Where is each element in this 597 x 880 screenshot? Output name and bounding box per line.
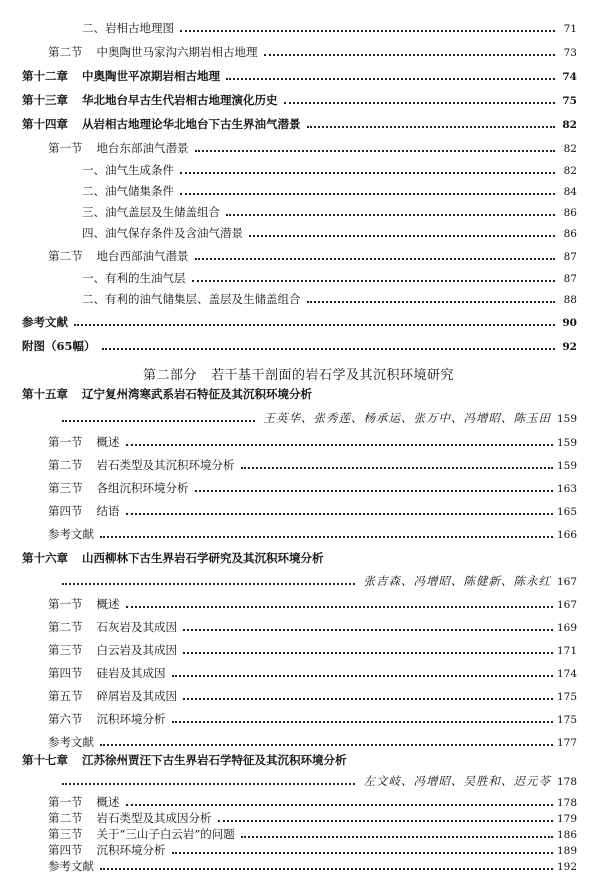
toc-entry — [48, 858, 577, 875]
entry-number: 第一节 — [48, 435, 83, 449]
entry-page: 86 — [563, 228, 577, 240]
chapter-number: 第十四章 — [22, 117, 68, 131]
dot-leader — [195, 150, 556, 152]
dot-leader — [307, 301, 556, 303]
chapter-number: 第十二章 — [22, 69, 68, 83]
toc-entry — [48, 503, 577, 520]
entry-number: 第六节 — [48, 712, 83, 726]
entry-page: 169 — [556, 622, 577, 634]
toc-chapter — [22, 92, 577, 109]
entry-title: 沉积环境分析 — [96, 712, 166, 726]
chapter-number: 第十六章 — [22, 551, 68, 565]
entry-page: 75 — [562, 95, 577, 107]
entry-title: 二、岩相古地理图 — [82, 21, 174, 35]
toc-entry — [82, 291, 577, 308]
entry-title: 一、有利的生油气层 — [82, 271, 186, 285]
entry-number: 第二节 — [48, 249, 83, 263]
entry-title: 三、油气盖层及生储盖组合 — [82, 205, 220, 219]
entry-title: 概述 — [96, 597, 120, 611]
entry-page: 167 — [556, 599, 577, 611]
entry-number: 第三节 — [48, 643, 83, 657]
part-label: 第二部分 — [143, 368, 198, 383]
entry-page: 179 — [556, 813, 577, 825]
toc-entry — [48, 665, 577, 682]
toc-entry — [48, 734, 577, 751]
toc-entry — [48, 434, 577, 451]
entry-number: 第一节 — [48, 795, 83, 809]
entry-page: 177 — [556, 737, 577, 749]
toc-entry — [48, 457, 577, 474]
dot-leader — [172, 852, 553, 854]
dot-leader — [100, 868, 553, 870]
chapter-title: 从岩相古地理论华北地台下古生界油气潜景 — [82, 117, 301, 131]
entry-title: 概述 — [96, 795, 120, 809]
entry-number: 第五节 — [48, 689, 83, 703]
chapter-authors-row — [62, 410, 577, 427]
toc-entry — [82, 225, 577, 242]
entry-number: 第二节 — [48, 620, 83, 634]
toc-entry — [48, 619, 577, 636]
entry-title: 二、油气储集条件 — [82, 184, 174, 198]
entry-number: 第二节 — [48, 458, 83, 472]
dot-leader — [264, 54, 556, 56]
chapter-authors: 王英华、张秀莲、杨承运、张万中、冯增昭、陈玉田 — [263, 411, 551, 425]
part-heading — [0, 364, 597, 383]
entry-page: 88 — [563, 294, 577, 306]
dot-leader — [126, 444, 553, 446]
entry-page: 163 — [556, 483, 577, 495]
entry-title: 关于“三山子白云岩”的问题 — [96, 827, 235, 841]
toc-entry — [48, 480, 577, 497]
dot-leader — [307, 126, 556, 128]
toc-chapter — [22, 116, 577, 133]
toc-entry — [48, 826, 577, 843]
toc-chapter — [22, 752, 347, 768]
toc-entry — [48, 642, 577, 659]
entry-title: 各组沉积环境分析 — [96, 481, 189, 495]
toc-entry — [82, 20, 577, 37]
entry-title: 二、有利的油气储集层、盖层及生储盖组合 — [82, 292, 301, 306]
toc-entry — [48, 711, 577, 728]
toc-references — [22, 314, 577, 331]
toc-entry — [82, 183, 577, 200]
dot-leader — [183, 629, 553, 631]
entry-page: 178 — [556, 797, 577, 809]
toc-entry — [48, 810, 577, 827]
entry-page: 167 — [556, 576, 577, 588]
dot-leader — [180, 30, 555, 32]
entry-title: 岩石类型及其沉积环境分析 — [96, 458, 235, 472]
entry-title: 概述 — [96, 435, 120, 449]
chapter-number: 第十五章 — [22, 387, 68, 401]
toc-entry — [48, 44, 577, 61]
dot-leader — [62, 783, 355, 785]
entry-page: 189 — [556, 845, 577, 857]
dot-leader — [195, 490, 553, 492]
entry-page: 90 — [562, 317, 577, 329]
entry-page: 87 — [563, 251, 577, 263]
toc-entry — [82, 162, 577, 179]
dot-leader — [218, 820, 553, 822]
entry-title: 参考文献 — [22, 315, 68, 329]
entry-page: 178 — [556, 776, 577, 788]
chapter-title: 华北地台早古生代岩相古地理演化历史 — [82, 93, 278, 107]
chapter-title: 山西柳林下古生界岩石学研究及其沉积环境分析 — [82, 551, 324, 565]
toc-chapter — [22, 550, 324, 566]
dot-leader — [62, 583, 355, 585]
entry-page: 82 — [563, 165, 577, 177]
entry-title: 参考文献 — [48, 859, 94, 873]
entry-page: 192 — [556, 861, 577, 873]
dot-leader — [180, 193, 555, 195]
toc-entry — [48, 842, 577, 859]
entry-page: 82 — [563, 143, 577, 155]
entry-title: 石灰岩及其成因 — [96, 620, 177, 634]
entry-page: 171 — [556, 645, 577, 657]
dot-leader — [126, 606, 553, 608]
entry-title: 结语 — [96, 504, 120, 518]
chapter-title: 辽宁复州湾寒武系岩石特征及其沉积环境分析 — [82, 387, 312, 401]
entry-title: 白云岩及其成因 — [96, 643, 177, 657]
entry-title: 地台西部油气潜景 — [96, 249, 189, 263]
entry-page: 73 — [563, 47, 577, 59]
dot-leader — [284, 102, 556, 104]
entry-page: 159 — [556, 460, 577, 472]
entry-title: 附图（65幅） — [22, 339, 96, 353]
chapter-authors-row — [62, 773, 577, 790]
dot-leader — [74, 324, 555, 326]
entry-title: 四、油气保存条件及含油气潜景 — [82, 226, 243, 240]
dot-leader — [126, 804, 553, 806]
toc-entry — [48, 248, 577, 265]
toc-entry — [82, 204, 577, 221]
entry-page: 87 — [563, 273, 577, 285]
dot-leader — [195, 258, 556, 260]
entry-page: 84 — [563, 186, 577, 198]
part-title: 若干基干剖面的岩石学及其沉积环境研究 — [210, 368, 454, 383]
entry-number: 第一节 — [48, 141, 83, 155]
toc-entry — [48, 688, 577, 705]
chapter-authors: 左文岐、冯增昭、吴胜和、迟元苓 — [363, 774, 551, 788]
entry-title: 中奥陶世马家沟六期岩相古地理 — [96, 45, 258, 59]
dot-leader — [241, 467, 553, 469]
dot-leader — [226, 78, 555, 80]
dot-leader — [180, 172, 555, 174]
toc-entry — [48, 794, 577, 811]
entry-page: 174 — [556, 668, 577, 680]
dot-leader — [226, 214, 555, 216]
entry-page: 92 — [562, 341, 577, 353]
toc-chapter — [22, 68, 577, 85]
chapter-authors-row — [62, 573, 577, 590]
toc-chapter — [22, 386, 312, 402]
entry-title: 地台东部油气潜景 — [96, 141, 189, 155]
dot-leader — [172, 675, 553, 677]
entry-page: 186 — [556, 829, 577, 841]
chapter-title: 中奥陶世平凉期岩相古地理 — [82, 69, 220, 83]
entry-title: 硅岩及其成因 — [96, 666, 166, 680]
toc-entry — [82, 270, 577, 287]
entry-page: 159 — [556, 437, 577, 449]
entry-number: 第四节 — [48, 843, 83, 857]
entry-page: 166 — [556, 529, 577, 541]
entry-number: 第四节 — [48, 504, 83, 518]
dot-leader — [192, 280, 556, 282]
entry-page: 175 — [556, 714, 577, 726]
dot-leader — [172, 721, 553, 723]
entry-title: 参考文献 — [48, 735, 94, 749]
toc-appendix — [22, 338, 577, 355]
entry-title: 参考文献 — [48, 527, 94, 541]
entry-page: 175 — [556, 691, 577, 703]
toc-entry — [48, 140, 577, 157]
chapter-number: 第十三章 — [22, 93, 68, 107]
dot-leader — [249, 235, 555, 237]
entry-page: 82 — [562, 119, 577, 131]
entry-title: 岩石类型及其成因分析 — [96, 811, 212, 825]
dot-leader — [100, 536, 553, 538]
entry-number: 第三节 — [48, 481, 83, 495]
entry-page: 86 — [563, 207, 577, 219]
entry-number: 第二节 — [48, 45, 83, 59]
entry-number: 第三节 — [48, 827, 83, 841]
dot-leader — [183, 652, 553, 654]
dot-leader — [62, 420, 255, 422]
entry-page: 71 — [563, 23, 577, 35]
entry-number: 第一节 — [48, 597, 83, 611]
entry-page: 74 — [562, 71, 577, 83]
toc-entry — [48, 596, 577, 613]
entry-title: 沉积环境分析 — [96, 843, 166, 857]
entry-title: 碎屑岩及其成因 — [96, 689, 177, 703]
entry-page: 165 — [556, 506, 577, 518]
chapter-number: 第十七章 — [22, 753, 68, 767]
entry-number: 第二节 — [48, 811, 83, 825]
dot-leader — [183, 698, 553, 700]
dot-leader — [241, 836, 553, 838]
toc-entry — [48, 526, 577, 543]
entry-title: 一、油气生成条件 — [82, 163, 174, 177]
dot-leader — [102, 348, 555, 350]
dot-leader — [126, 513, 553, 515]
entry-number: 第四节 — [48, 666, 83, 680]
entry-page: 159 — [556, 413, 577, 425]
dot-leader — [100, 744, 553, 746]
chapter-authors: 张吉森、冯增昭、陈健新、陈永红 — [363, 574, 551, 588]
chapter-title: 江苏徐州贾汪下古生界岩石学特征及其沉积环境分析 — [82, 753, 347, 767]
